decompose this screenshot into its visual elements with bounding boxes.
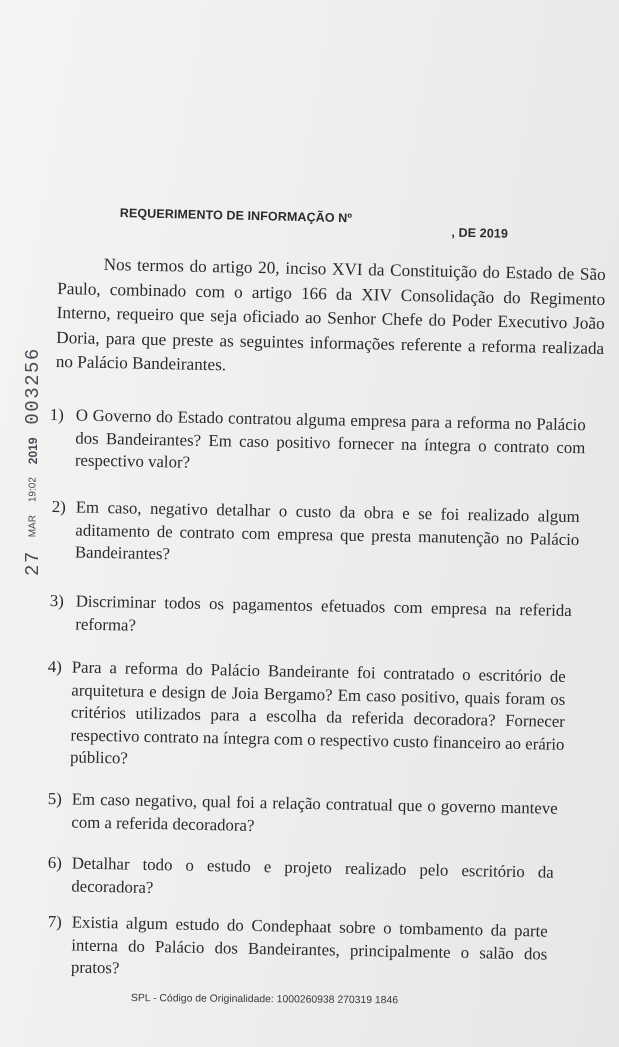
stamp-number: 003256 bbox=[22, 347, 44, 425]
item-number: 7) bbox=[47, 911, 62, 932]
request-date: , DE 2019 bbox=[451, 225, 509, 241]
originality-code: SPL - Código de Originalidade: 1000260938 270319 1846 bbox=[130, 993, 399, 1007]
item-number: 1) bbox=[49, 404, 64, 425]
stamp-month: MAR bbox=[27, 515, 39, 538]
item-number: 3) bbox=[49, 590, 64, 611]
item-number: 2) bbox=[51, 496, 66, 517]
list-item bbox=[46, 656, 566, 779]
request-title: REQUERIMENTO DE INFORMAÇÃO Nº bbox=[119, 206, 353, 226]
list-item bbox=[47, 852, 554, 907]
item-number: 6) bbox=[47, 852, 62, 873]
list-item bbox=[49, 404, 586, 482]
document-heading bbox=[119, 206, 520, 241]
stamp-year: 2019 bbox=[25, 437, 40, 465]
item-text: Em caso negativo, qual foi a relação contratual que o governo manteve com a referida decoradora? bbox=[71, 789, 558, 835]
intro-text: Nos termos do artigo 20, inciso XVI da Constituição do Estado de São Paulo, combinado com o artigo 166 da XIV Consolidação do Regimento Interno, requeiro que seja oficiado ao Senhor Chefe do Poder Executivo João Doria, para que preste as seguintes informações referente a reforma realizada no Palácio Bandeirantes. bbox=[55, 254, 606, 375]
item-number: 5) bbox=[47, 788, 62, 809]
list-item bbox=[49, 590, 572, 645]
intro-paragraph bbox=[56, 252, 606, 386]
item-text: Discriminar todos os pagamentos efetuados com empresa na referida reforma? bbox=[75, 591, 572, 635]
list-item bbox=[47, 911, 548, 988]
item-text: Detalhar todo o estudo e projeto realizado pelo escritório da decoradora? bbox=[71, 853, 554, 897]
item-text: Para a reforma do Palácio Bandeirante foi contratado o escritório de arquitetura e design de Joia Bergamo? Em caso positivo, quais foram os critérios utilizados para a escolha da referida decoradora? Fornecer respectivo contrato na íntegra com o respectivo custo financeiro ao erário público? bbox=[69, 657, 566, 768]
item-number: 4) bbox=[47, 656, 62, 677]
list-item bbox=[51, 496, 580, 574]
item-text: O Governo do Estado contratou alguma empresa para a reforma no Palácio dos Bandeirantes? Em caso positivo fornecer na íntegra o contrato com respectivo valor? bbox=[74, 405, 586, 472]
stamp-time: 19:02 bbox=[27, 477, 39, 503]
item-text: Em caso, negativo detalhar o custo da obra e se foi realizado algum aditamento de contrato com empresa que presta manutenção no Palácio Bandeirantes? bbox=[74, 497, 580, 564]
list-item bbox=[47, 788, 558, 843]
item-text: Existia algum estudo do Condephaat sobre o tombamento da parte interna do Palácio dos Bandeirantes, principalmente o salão dos pratos? bbox=[70, 912, 548, 978]
protocol-stamp bbox=[22, 347, 44, 576]
stamp-day: 27 bbox=[22, 550, 44, 576]
